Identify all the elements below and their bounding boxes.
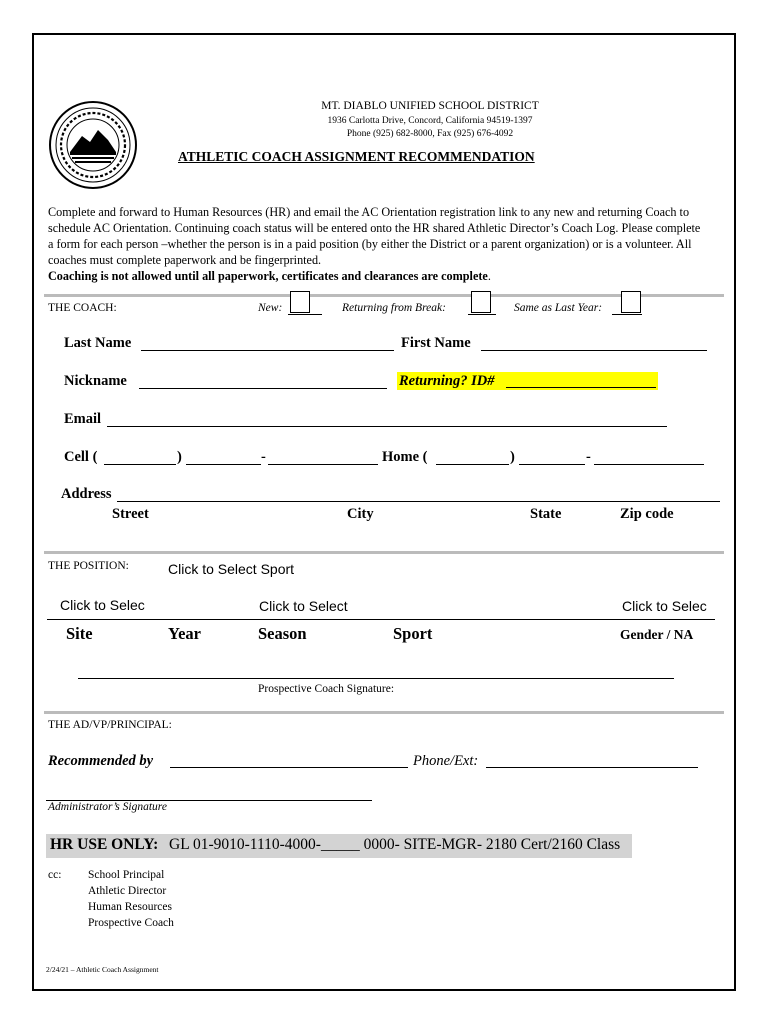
form-title: ATHLETIC COACH ASSIGNMENT RECOMMENDATION: [178, 149, 535, 164]
coach-signature-label: Prospective Coach Signature:: [258, 683, 395, 695]
returning-id-input[interactable]: [506, 387, 656, 388]
nickname-label: Nickname: [64, 373, 127, 389]
gender-label: Gender / NA: [620, 627, 694, 642]
returning-line: [468, 314, 496, 315]
district-name: MT. DIABLO UNIFIED SCHOOL DISTRICT: [321, 100, 539, 112]
street-label: Street: [112, 506, 149, 522]
coach-signature-input[interactable]: [78, 678, 674, 679]
state-label: State: [530, 506, 562, 522]
last-name-input[interactable]: [141, 350, 394, 351]
recommended-input[interactable]: [170, 767, 408, 768]
coach-section-title: THE COACH:: [48, 302, 117, 314]
divider: [44, 551, 724, 554]
site-label: Site: [66, 624, 93, 643]
home-area-input[interactable]: [436, 464, 509, 465]
district-address: 1936 Carlotta Drive, Concord, California 94519-1397: [327, 116, 533, 126]
returning-checkbox[interactable]: [471, 291, 491, 313]
address-input[interactable]: [117, 501, 720, 502]
same-checkbox[interactable]: [621, 291, 641, 313]
intro-bold-end: .: [487, 269, 491, 283]
cell-prefix-input[interactable]: [186, 464, 261, 465]
cc-item: School Principal: [88, 869, 165, 881]
cell-number-input[interactable]: [268, 464, 378, 465]
intro-paragraph: [48, 204, 708, 284]
principal-section-title: THE AD/VP/PRINCIPAL:: [48, 719, 172, 731]
cell-label: Cell (: [64, 449, 98, 465]
home-close: ): [510, 449, 515, 465]
first-name-label: First Name: [401, 335, 471, 351]
position-section-title: THE POSITION:: [48, 560, 129, 572]
cell-dash: -: [261, 449, 266, 465]
recommended-label: Recommended by: [48, 753, 154, 769]
divider: [44, 711, 724, 714]
email-input[interactable]: [107, 426, 667, 427]
cc-item: Prospective Coach: [88, 917, 174, 929]
site-select[interactable]: Click to Selec: [60, 597, 145, 613]
home-dash: -: [586, 449, 591, 465]
year-label: Year: [168, 624, 201, 643]
season-label: Season: [258, 624, 307, 643]
same-label: Same as Last Year:: [514, 302, 603, 314]
cc-label: cc:: [48, 869, 62, 881]
season-select[interactable]: Click to Select: [259, 598, 348, 614]
city-label: City: [347, 506, 374, 522]
same-line: [612, 314, 642, 315]
returning-id-label: Returning? ID#: [399, 373, 495, 389]
zip-label: Zip code: [620, 506, 674, 522]
phone-ext-input[interactable]: [486, 767, 698, 768]
home-label: Home (: [382, 449, 428, 465]
email-label: Email: [64, 411, 102, 427]
home-number-input[interactable]: [594, 464, 704, 465]
hr-use-label: HR USE ONLY:: [50, 836, 159, 853]
cell-close: ): [177, 449, 182, 465]
footer-date: 2/24/21 – Athletic Coach Assignment: [46, 965, 159, 974]
sport-label: Sport: [393, 624, 433, 643]
address-label: Address: [61, 486, 112, 502]
nickname-input[interactable]: [139, 388, 387, 389]
intro-text: Complete and forward to Human Resources (HR) and email the AC Orientation registration link to any new and returning Coach to schedule AC Orientation. Continuing coach status will be entered onto the HR shared Athletic Director’s Coach Log. Please complete a form for each person –whether the person is in a paid position (by either the District or a parent organization) or is a volunteer. All coaches must complete paperwork and be fingerprinted.: [48, 205, 701, 267]
cc-item: Human Resources: [88, 901, 172, 913]
hr-gl-code: GL 01-9010-1110-4000-_____ 0000- SITE-MGR- 2180 Cert/2160 Class: [169, 836, 621, 853]
intro-bold: Coaching is not allowed until all paperwork, certificates and clearances are complete: [48, 269, 488, 283]
new-label: New:: [258, 302, 283, 314]
cc-item: Athletic Director: [88, 885, 167, 897]
first-name-input[interactable]: [481, 350, 707, 351]
new-checkbox[interactable]: [290, 291, 310, 313]
home-prefix-input[interactable]: [519, 464, 585, 465]
district-seal-icon: [48, 100, 138, 190]
last-name-label: Last Name: [64, 335, 132, 351]
phone-ext-label: Phone/Ext:: [413, 753, 479, 769]
district-phone: Phone (925) 682-8000, Fax (925) 676-4092: [346, 129, 514, 139]
sport-select[interactable]: Click to Select Sport: [168, 561, 295, 577]
cell-area-input[interactable]: [104, 464, 176, 465]
gender-select[interactable]: Click to Selec: [622, 598, 707, 614]
new-line: [288, 314, 322, 315]
admin-signature-label: Administrator’s Signature: [48, 801, 167, 813]
position-line: [47, 619, 715, 620]
returning-label: Returning from Break:: [342, 302, 446, 314]
